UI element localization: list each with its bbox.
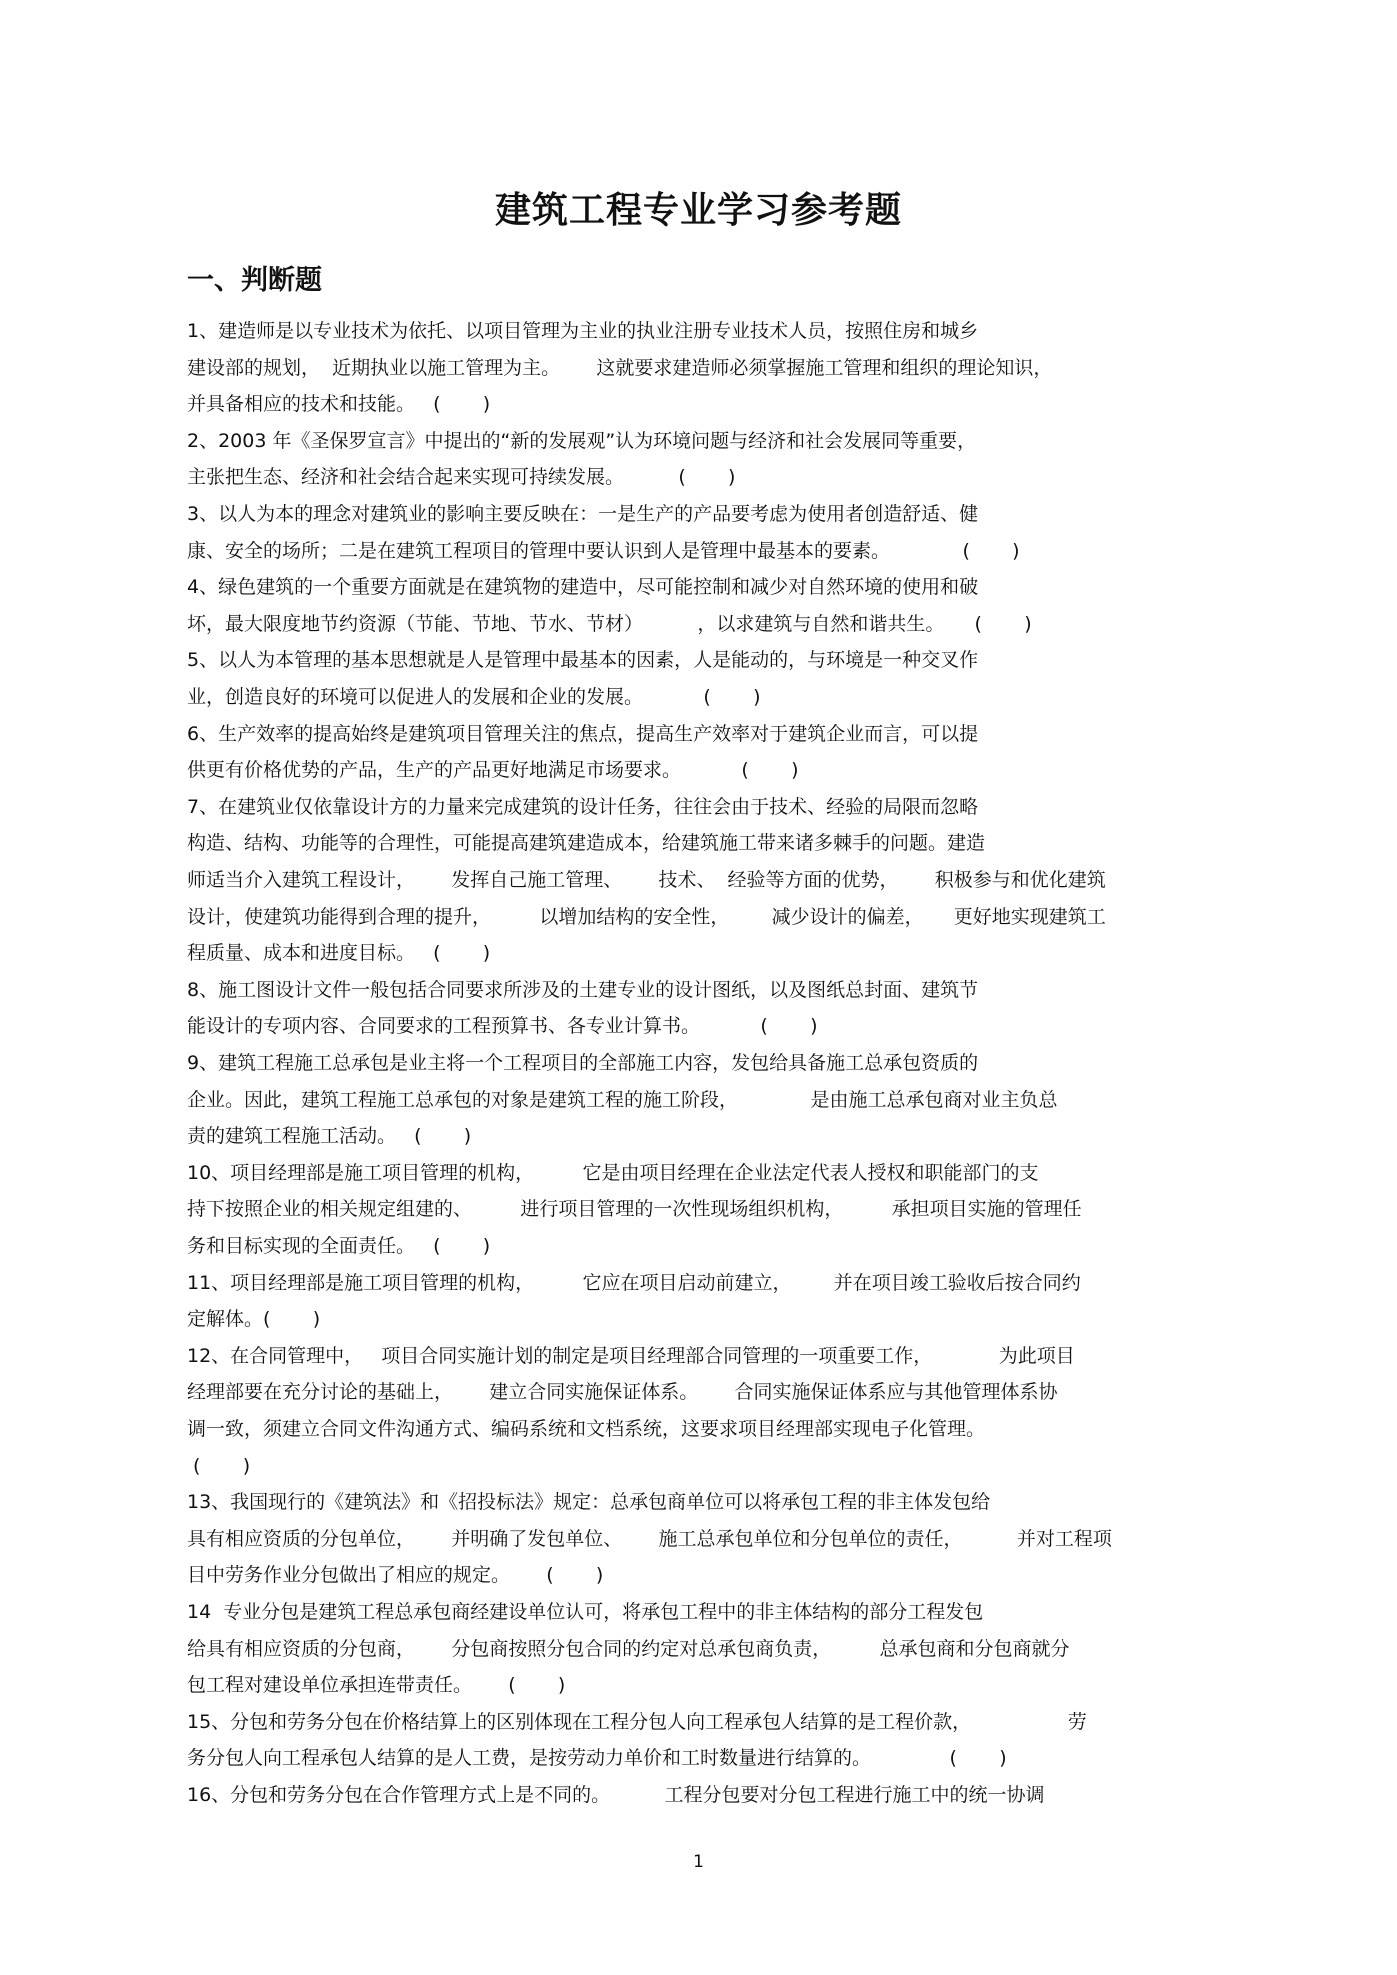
text-line: 11、项目经理部是施工项目管理的机构， 它应在项目启动前建立， 并在项目竣工验收后按合同约: [187, 1272, 1081, 1294]
text-line: 能设计的专项内容、合同要求的工程预算书、各专业计算书。 ( ): [187, 1015, 818, 1037]
text-line: 并具备相应的技术和技能。 ( ): [187, 393, 491, 415]
text-line: 定解体。( ): [187, 1308, 321, 1330]
text-line: 责的建筑工程施工活动。 ( ): [187, 1125, 472, 1147]
text-line: 12、在合同管理中， 项目合同实施计划的制定是项目经理部合同管理的一项重要工作， 为此项目: [187, 1345, 1075, 1367]
text-line: 14 专业分包是建筑工程总承包商经建设单位认可，将承包工程中的非主体结构的部分工程发包: [187, 1601, 984, 1623]
text-line: 调一致，须建立合同文件沟通方式、编码系统和文档系统，这要求项目经理部实现电子化管理。: [187, 1418, 986, 1440]
text-line: 主张把生态、经济和社会结合起来实现可持续发展。 ( ): [187, 466, 736, 488]
text-line: 6、生产效率的提高始终是建筑项目管理关注的焦点，提高生产效率对于建筑企业而言，可以提: [187, 723, 979, 745]
text-line: 设计，使建筑功能得到合理的提升， 以增加结构的安全性， 减少设计的偏差， 更好地实现建筑工: [187, 906, 1106, 928]
text-line: 经理部要在充分讨论的基础上， 建立合同实施保证体系。 合同实施保证体系应与其他管理体系协: [187, 1381, 1058, 1403]
text-line: 师适当介入建筑工程设计， 发挥自己施工管理、 技术、 经验等方面的优势， 积极参与和优化建筑: [187, 869, 1106, 891]
text-line: 1、建造师是以专业技术为依托、以项目管理为主业的执业注册专业技术人员，按照住房和城乡: [187, 320, 979, 342]
text-line: 8、施工图设计文件一般包括合同要求所涉及的土建专业的设计图纸，以及图纸总封面、建筑节: [187, 979, 979, 1001]
text-line: 务和目标实现的全面责任。 ( ): [187, 1235, 491, 1257]
text-line: 4、绿色建筑的一个重要方面就是在建筑物的建造中，尽可能控制和减少对自然环境的使用和破: [187, 576, 979, 598]
text-line: 供更有价格优势的产品，生产的产品更好地满足市场要求。 ( ): [187, 759, 799, 781]
text-line: 坏，最大限度地节约资源（节能、节地、节水、节材） ，以求建筑与自然和谐共生。 ( ): [187, 613, 1032, 635]
text-line: ( ): [187, 1455, 251, 1477]
text-line: 7、在建筑业仅依靠设计方的力量来完成建筑的设计任务，往往会由于技术、经验的局限而忽略: [187, 796, 979, 818]
text-line: 10、项目经理部是施工项目管理的机构， 它是由项目经理在企业法定代表人授权和职能部门的支: [187, 1162, 1039, 1184]
text-line: 程质量、成本和进度目标。 ( ): [187, 942, 491, 964]
text-line: 16、分包和劳务分包在合作管理方式上是不同的。 工程分包要对分包工程进行施工中的统一协调: [187, 1784, 1045, 1806]
text-line: 3、以人为本的理念对建筑业的影响主要反映在：一是生产的产品要考虑为使用者创造舒适、健: [187, 503, 979, 525]
text-line: 具有相应资质的分包单位， 并明确了发包单位、 施工总承包单位和分包单位的责任， 并对工程项: [187, 1528, 1112, 1550]
text-line: 务分包人向工程承包人结算的是人工费，是按劳动力单价和工时数量进行结算的。 ( ): [187, 1747, 1007, 1769]
text-line: 给具有相应资质的分包商， 分包商按照分包合同的约定对总承包商负责， 总承包商和分包商就分: [187, 1638, 1070, 1660]
text-line: 持下按照企业的相关规定组建的、 进行项目管理的一次性现场组织机构， 承担项目实施的管理任: [187, 1198, 1082, 1220]
text-line: 13、我国现行的《建筑法》和《招投标法》规定：总承包商单位可以将承包工程的非主体发包给: [187, 1491, 991, 1513]
page-title: 建筑工程专业学习参考题: [494, 190, 902, 231]
text-line: 构造、结构、功能等的合理性，可能提高建筑建造成本，给建筑施工带来诸多棘手的问题。建造: [187, 832, 986, 854]
text-line: 企业。因此，建筑工程施工总承包的对象是建筑工程的施工阶段， 是由施工总承包商对业主负总: [187, 1089, 1058, 1111]
text-line: 康、安全的场所；二是在建筑工程项目的管理中要认识到人是管理中最基本的要素。 ( ): [187, 540, 1020, 562]
text-line: 建设部的规划， 近期执业以施工管理为主。 这就要求建造师必须掌握施工管理和组织的理论知识，: [187, 357, 1053, 379]
text-line: 9、建筑工程施工总承包是业主将一个工程项目的全部施工内容，发包给具备施工总承包资质的: [187, 1052, 979, 1074]
text-line: 业，创造良好的环境可以促进人的发展和企业的发展。 ( ): [187, 686, 761, 708]
section-heading: 一、判断题: [187, 265, 322, 296]
text-line: 15、分包和劳务分包在价格结算上的区别体现在工程分包人向工程承包人结算的是工程价款， 劳: [187, 1711, 1087, 1733]
text-line: 5、以人为本管理的基本思想就是人是管理中最基本的因素，人是能动的，与环境是一种交叉作: [187, 649, 979, 671]
page-number: 1: [693, 1852, 704, 1872]
text-line: 2、2003 年《圣保罗宣言》中提出的“新的发展观”认为环境问题与经济和社会发展同等重要，: [187, 430, 977, 452]
text-line: 目中劳务作业分包做出了相应的规定。 ( ): [187, 1564, 604, 1586]
text-line: 包工程对建设单位承担连带责任。 ( ): [187, 1674, 566, 1696]
